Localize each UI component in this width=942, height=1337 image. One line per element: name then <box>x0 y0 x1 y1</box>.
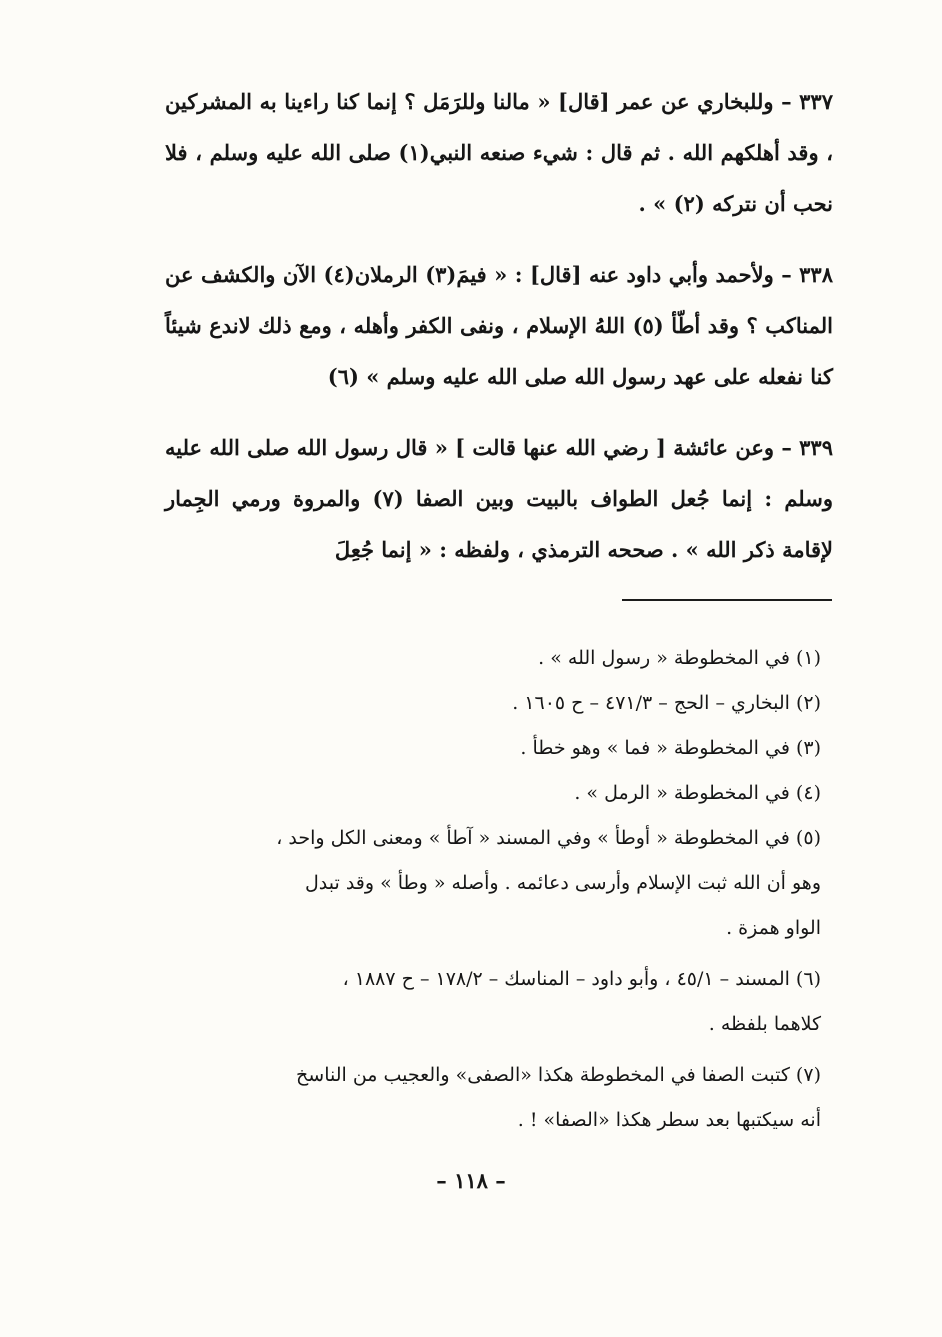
footnote-line: (٢) البخاري – الحج – ٤٧١/٣ – ح ١٦٠٥ . <box>512 692 821 714</box>
footnote-line: (٤) في المخطوطة « الرمل » . <box>574 782 821 804</box>
footnote-line: كلاهما بلفظه . <box>708 1013 821 1035</box>
page-number: – ١١٨ – <box>436 1168 506 1193</box>
footnote-line: (٥) في المخطوطة « أوطأ » وفي المسند « آطأ » ومعنى الكل واحد ، <box>276 827 821 849</box>
footnote-line: وهو أن الله ثبت الإسلام وأرسى دعائمه . وأصله « وطأ » وقد تبدل <box>304 872 821 894</box>
footnote-line: (٦) المسند – ٤٥/١ ، وأبو داود – المناسك – ١٧٨/٢ – ح ١٨٨٧ ، <box>342 968 821 990</box>
footnote-5 <box>165 816 833 951</box>
footnote-line: أنه سيكتبها بعد سطر هكذا «الصفا» ! . <box>517 1109 821 1131</box>
footnote-line: الواو همزة . <box>726 917 821 939</box>
footnote-2 <box>165 681 833 726</box>
footnote-separator <box>622 599 832 601</box>
paragraph-338: ٣٣٨ – ولأحمد وأبي داود عنه [قال] : « فيمَ(٣) الرملان(٤) الآن والكشف عن المناكب ؟ وقد أطّأ (٥) اللهُ الإسلام ، ونفى الكفر وأهله ، ومع ذلك لاندع شيئاً كنا نفعله على عهد رسول الله صلى الله عليه وسلم » (٦) <box>165 262 833 389</box>
footnote-3 <box>165 726 833 771</box>
footnote-line: (١) في المخطوطة « رسول الله » . <box>538 647 821 669</box>
footnote-4 <box>165 771 833 816</box>
footnote-line: (٧) كتبت الصفا في المخطوطة هكذا «الصفى» والعجيب من الناسخ <box>296 1064 821 1086</box>
footnotes <box>165 636 833 1143</box>
footnote-7 <box>165 1053 833 1143</box>
main-text <box>165 76 833 595</box>
footnote-line: (٣) في المخطوطة « فما » وهو خطأ . <box>520 737 821 759</box>
footnote-1 <box>165 636 833 681</box>
footnote-6 <box>165 957 833 1047</box>
paragraph-339: ٣٣٩ – وعن عائشة [ رضي الله عنها قالت ] « قال رسول الله صلى الله عليه وسلم : إنما جُعل الطواف بالبيت وبين الصفا (٧) والمروة ورمي الجِمار لإقامة ذكر الله » . صححه الترمذي ، ولفظه : « إنما جُعِلَ <box>165 435 833 562</box>
paragraph-337: ٣٣٧ – وللبخاري عن عمر [قال] « مالنا وللرَمَل ؟ إنما كنا راءينا به المشركين ، وقد أهلكهم الله . ثم قال : شيء صنعه النبي(١) صلى الله عليه وسلم ، فلا نحب أن نتركه (٢) » . <box>165 89 834 216</box>
